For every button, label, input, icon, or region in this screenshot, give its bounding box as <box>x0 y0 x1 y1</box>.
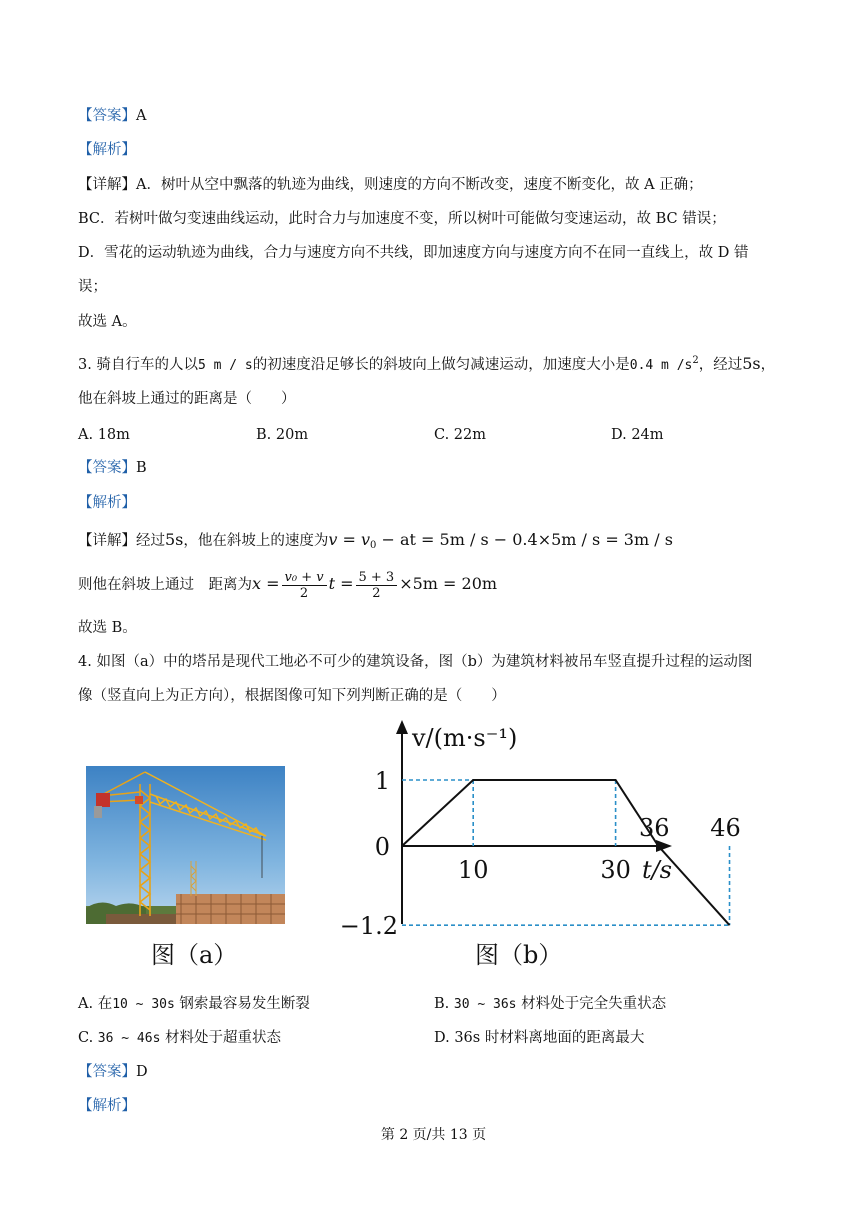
q3-stem-1a: 3. 骑自行车的人以 <box>78 357 198 373</box>
y-tick-neg1-2: −1.2 <box>339 912 398 941</box>
answer-tag: 【答案】 <box>78 1064 136 1080</box>
q3-eq2-rest: ×5m = 20m <box>399 574 498 593</box>
q4-opt-b-pre: B. <box>434 996 454 1012</box>
q3-eq2-num2: 5 + 3 <box>356 570 398 586</box>
x-tick-36: 36 <box>639 814 670 842</box>
q3-speed: 5 m / s <box>197 358 253 373</box>
q3-stem-1g: ， <box>760 357 776 373</box>
analysis-tag: 【解析】 <box>78 1098 136 1114</box>
q2-detail-d2: 误； <box>78 279 107 295</box>
q3-detail-time: 5s <box>165 530 184 549</box>
q4-stem-1: 4. 如图（a）中的塔吊是现代工地必不可少的建筑设备，图（b）为建筑材料被吊车竖直提升过程的运动图 <box>78 654 753 670</box>
q3-option-d: D. 24m <box>611 427 664 443</box>
q3-option-b: B. 20m <box>256 427 309 443</box>
q4-opt-b-post: 材料处于完全失重状态 <box>516 996 667 1012</box>
answer-tag: 【答案】 <box>78 108 136 124</box>
y-tick-0: 0 <box>374 833 390 861</box>
q3-accel: 0.4 m /s <box>629 358 693 373</box>
y-tick-1: 1 <box>374 767 390 795</box>
tower-crane-photo <box>86 766 285 924</box>
q3-eq1-sub: 0 <box>370 540 377 551</box>
analysis-tag: 【解析】 <box>78 142 136 158</box>
caption-figure-b: 图（b） <box>475 941 563 969</box>
q3-detail-1c: ，他在斜坡上的速度为 <box>183 533 329 549</box>
q4-opt-a-post: 钢索最容易发生断裂 <box>174 996 310 1012</box>
q3-detail-line-1 <box>78 530 673 556</box>
q3-detail-1a: 经过 <box>136 533 165 549</box>
detail-tag: 【详解】 <box>78 177 136 193</box>
velocity-series-line <box>402 780 730 925</box>
q3-eq2-frac1 <box>282 570 327 601</box>
q3-detail-2a: 则他在斜坡上通过 距离为 <box>78 577 252 593</box>
q4-opt-a-pre: A. 在 <box>78 996 113 1012</box>
answer-tag: 【答案】 <box>78 460 136 476</box>
q3-option-c: C. 22m <box>434 427 486 443</box>
q3-time: 5s <box>742 354 761 373</box>
detail-tag: 【详解】 <box>78 533 136 549</box>
q3-answer: B <box>136 460 147 476</box>
vt-chart <box>330 714 741 941</box>
q3-stem-line-1 <box>78 351 775 376</box>
q4-opt-c-post: 材料处于超重状态 <box>160 1030 282 1046</box>
q3-eq2-num1: v₀ + v <box>282 570 327 586</box>
q3-eq1-rest: − at = 5m / s − 0.4×5m / s = 3m / s <box>376 530 673 549</box>
q3-eq2-frac2 <box>356 570 398 601</box>
q2-detail-a-line <box>78 175 703 195</box>
analysis-tag: 【解析】 <box>78 495 136 511</box>
q3-option-a: A. 18m <box>78 427 130 443</box>
q3-stem-1c: 的初速度沿足够长的斜坡向上做匀减速运动，加速度大小是 <box>252 357 630 373</box>
q3-eq2-x: x = <box>252 574 280 593</box>
q3-eq2-den1: 2 <box>299 585 309 601</box>
caption-figure-a: 图（a） <box>151 941 238 969</box>
q3-detail-line-2 <box>78 566 497 603</box>
q4-option-b <box>434 994 666 1015</box>
page-footer: 第 2 页/共 13 页 <box>380 1127 487 1143</box>
q4-option-d: D. 36s 时材料离地面的距离最大 <box>434 1030 645 1046</box>
q4-answer: D <box>136 1064 148 1080</box>
x-axis-label: t/s <box>641 856 672 884</box>
q3-eq2-t: t = <box>328 574 354 593</box>
x-tick-10: 10 <box>457 856 489 884</box>
q4-opt-b-range: 30 ~ 36s <box>453 997 517 1012</box>
q4-opt-c-range: 36 ~ 46s <box>97 1031 161 1046</box>
q2-answer-line <box>78 106 146 126</box>
q3-stem-1e: ，经过 <box>698 357 743 373</box>
q4-analysis-line <box>78 1096 136 1116</box>
q2-analysis-line <box>78 140 136 160</box>
q2-detail-d1: D．雪花的运动轨迹为曲线，合力与速度方向不共线，即加速度方向与速度方向不在同一直线上，故 D 错 <box>78 245 749 261</box>
q3-eq1: v = v <box>328 530 371 549</box>
q3-conclusion: 故选 B。 <box>78 620 137 636</box>
y-axis-arrow <box>396 720 408 734</box>
q4-answer-line <box>78 1062 148 1082</box>
q3-stem-2: 他在斜坡上通过的距离是（ ） <box>78 391 296 407</box>
y-axis-label: v/(m·s⁻¹) <box>412 724 518 752</box>
q4-opt-c-pre: C. <box>78 1030 98 1046</box>
x-tick-46: 46 <box>710 814 741 842</box>
q4-option-a <box>78 994 310 1015</box>
q2-conclusion: 故选 A。 <box>78 314 137 330</box>
q3-eq2-den2: 2 <box>372 585 381 601</box>
q2-detail-bc: BC．若树叶做匀变速曲线运动，此时合力与加速度不变，所以树叶可能做匀变速运动，故 BC 错误； <box>78 211 726 227</box>
q2-answer: A <box>136 108 147 124</box>
q2-detail-a: A．树叶从空中飘落的轨迹为曲线，则速度的方向不断改变，速度不断变化，故 A 正确； <box>136 177 703 193</box>
x-tick-30: 30 <box>600 856 631 884</box>
q4-option-c <box>78 1028 281 1049</box>
q4-stem-2: 像（竖直向上为正方向），根据图像可知下列判断正确的是（ ） <box>78 688 506 704</box>
q4-opt-a-range: 10 ~ 30s <box>112 997 175 1012</box>
q3-analysis-line <box>78 493 136 513</box>
q3-answer-line <box>78 458 147 478</box>
q3-accel-sup: 2 <box>692 355 699 366</box>
